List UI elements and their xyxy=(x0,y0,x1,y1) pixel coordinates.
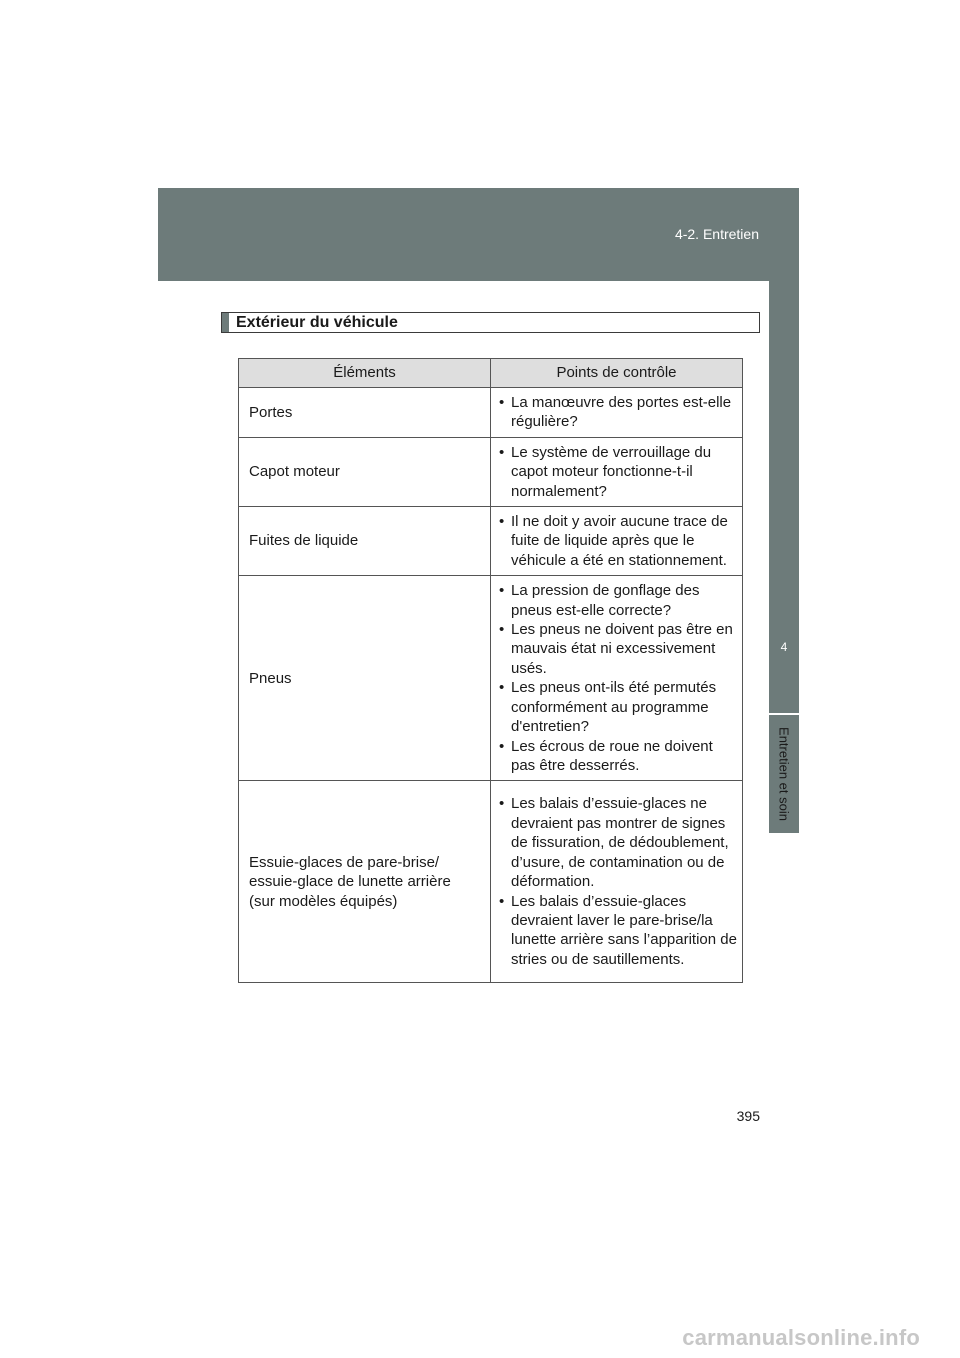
checkpoint-text: Il ne doit y avoir aucune trace de fuite de liquide après que le véhicule a été en stationnement. xyxy=(511,513,728,569)
table-row xyxy=(239,576,743,781)
item-cell: Pneus xyxy=(239,576,491,781)
bullet-icon: • xyxy=(499,795,505,813)
checkpoint-item xyxy=(499,393,738,432)
checkpoint-text: La manœuvre des portes est-elle régulière? xyxy=(511,394,732,431)
checkpoint-item xyxy=(499,794,738,891)
bullet-icon: • xyxy=(499,443,505,461)
checkpoint-list xyxy=(499,581,738,775)
column-header-items: Éléments xyxy=(239,359,491,388)
checkpoint-text: Les écrous de roue ne doivent pas être desserrés. xyxy=(511,737,713,774)
header-band xyxy=(158,188,799,281)
watermark: carmanualsonline.info xyxy=(682,1325,920,1350)
bullet-icon: • xyxy=(499,892,505,910)
checkpoint-item xyxy=(499,678,738,736)
checkpoint-text: Les pneus ne doivent pas être en mauvais état ni excessivement usés. xyxy=(511,621,733,677)
item-cell: Capot moteur xyxy=(239,437,491,506)
checkpoint-list xyxy=(499,393,738,432)
checkpoint-list xyxy=(499,443,738,501)
table-row xyxy=(239,388,743,438)
inspection-table xyxy=(238,358,743,983)
checkpoint-text: La pression de gonflage des pneus est-elle correcte? xyxy=(511,582,700,619)
bullet-icon: • xyxy=(499,679,505,697)
item-cell: Fuites de liquide xyxy=(239,507,491,576)
checkpoint-list xyxy=(499,794,738,969)
checkpoint-text: Les pneus ont-ils été permutés conformément au programme d'entretien? xyxy=(511,679,717,736)
checkpoint-item xyxy=(499,512,738,570)
heading-accent-bar xyxy=(222,313,229,332)
bullet-icon: • xyxy=(499,621,505,639)
checkpoint-item xyxy=(499,892,738,970)
table-body xyxy=(239,388,743,983)
table-row xyxy=(239,507,743,576)
bullet-icon: • xyxy=(499,737,505,755)
bullet-icon: • xyxy=(499,394,505,411)
checkpoint-text: Les balais d’essuie-glaces ne devraient pas montrer de signes de fissuration, de dédoublement, d’usure, de contamination ou de déformation. xyxy=(511,795,729,891)
chapter-number: 4 xyxy=(780,640,788,654)
checkpoint-text: Les balais d’essuie-glaces devraient laver le pare-brise/la lunette arrière sans l’apparition de stries ou de sautillements. xyxy=(511,892,737,968)
section-label: 4-2. Entretien xyxy=(674,226,759,242)
checkpoint-item xyxy=(499,581,738,620)
bullet-icon: • xyxy=(499,513,505,531)
checkpoints-cell xyxy=(491,507,743,576)
checkpoints-cell xyxy=(491,781,743,983)
chapter-title: Entretien et soin xyxy=(776,727,792,821)
section-title: Extérieur du véhicule xyxy=(236,313,398,331)
table-header-row xyxy=(239,359,743,388)
checkpoints-cell xyxy=(491,437,743,506)
checkpoint-text: Le système de verrouillage du capot moteur fonctionne-t-il normalement? xyxy=(511,443,712,500)
table-row xyxy=(239,437,743,506)
section-heading xyxy=(221,312,760,333)
item-cell: Essuie-glaces de pare-brise/ essuie-glace de lunette arrière (sur modèles équipés) xyxy=(239,781,491,983)
checkpoint-item xyxy=(499,737,738,776)
column-header-checks: Points de contrôle xyxy=(491,359,743,388)
item-cell: Portes xyxy=(239,388,491,438)
page-number: 395 xyxy=(736,1108,760,1124)
checkpoint-list xyxy=(499,512,738,570)
table-row xyxy=(239,781,743,983)
checkpoint-item xyxy=(499,443,738,501)
checkpoint-item xyxy=(499,620,738,678)
bullet-icon: • xyxy=(499,582,505,600)
checkpoints-cell xyxy=(491,576,743,781)
side-tab-divider xyxy=(769,713,799,715)
checkpoints-cell xyxy=(491,388,743,438)
